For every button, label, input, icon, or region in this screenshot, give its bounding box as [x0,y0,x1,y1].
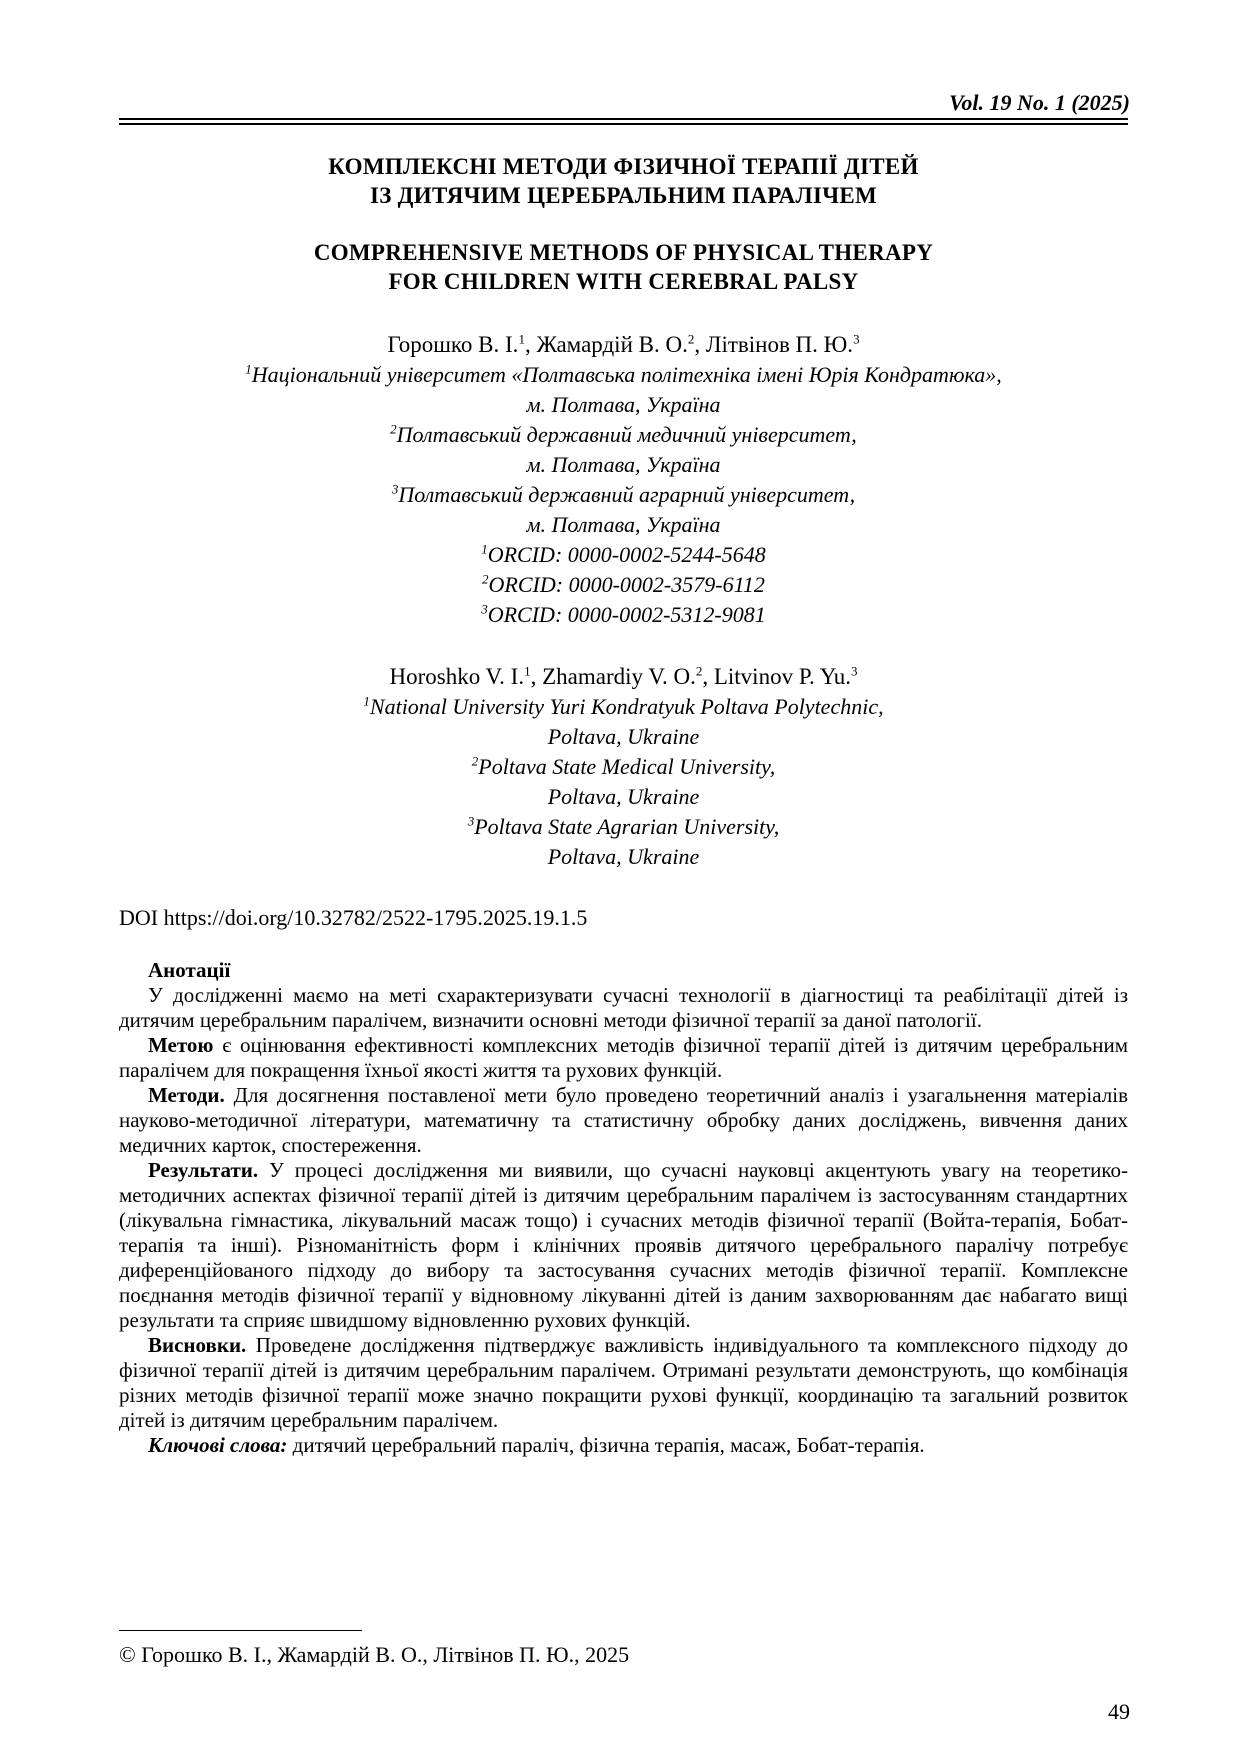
affiliation-en-2 [119,752,1128,782]
affiliation-ua-2-city: м. Полтава, Україна [526,452,721,477]
affiliation-ua-3-name: Полтавський державний аграрний університет, [398,482,856,507]
orcid-2-sup: 2 [482,571,489,587]
affiliations-english [119,692,1128,872]
affiliation-ua-2 [119,420,1128,450]
page-number: 49 [1108,1699,1130,1724]
header-rule-top [119,118,1128,120]
affiliation-ua-1-name: Національний університет «Полтавська політехніка імені Юрія Кондратюка», [251,362,1002,387]
orcid-3-text: ORCID: 0000-0002-5312-9081 [487,602,766,627]
affiliation-ua-2-sup: 2 [390,421,397,437]
goal-text: є оцінювання ефективності комплексних методів фізичної терапії дітей із дитячим церебральним паралічем для покращення їхньої якості життя та рухових функцій. [119,1033,1128,1082]
affiliation-en-1-sup: 1 [363,693,370,709]
affiliation-en-3-city: Poltava, Ukraine [547,844,700,869]
orcid-1 [119,540,1128,570]
goal-label: Метою [148,1033,214,1057]
affiliation-en-1-name: National University Yuri Kondratyuk Poltava Polytechnic, [369,694,884,719]
affiliation-en-3 [119,812,1128,842]
results-text: У процесі дослідження ми виявили, що сучасні науковці акцентують увагу на теоретико-методичних аспектах фізичної терапії дітей із дитячим церебральним паралічем із застосуванням стандартних (лікувальна гімнастика, лікувальний масаж тощо) і сучасних методів фізичної терапії (Войта-терапія, Бобат-терапія та інші). Різноманітність форм і клінічних проявів дитячого церебрального паралічу потребує диференційованого підходу до вибору та застосування сучасних методів фізичної терапії. Комплексне поєднання методів фізичної терапії у відновному лікуванні дітей із даним захворюванням дає набагато вищі результати та сприяє швидшому відновленню рухових функцій. [119,1158,1128,1332]
abstract-methods [119,1083,1128,1158]
author-en-2-sup: 2 [695,663,703,679]
title-ua-line-2: ІЗ ДИТЯЧИМ ЦЕРЕБРАЛЬНИМ ПАРАЛІЧЕМ [369,183,878,208]
affiliation-en-1-city: Poltava, Ukraine [547,724,700,749]
orcid-list [119,540,1128,630]
copyright-notice: © Горошко В. І., Жамардій В. О., Літвінов П. Ю., 2025 [119,1642,630,1667]
title-ukrainian [119,152,1128,210]
author-1: Горошко В. І. [387,332,519,357]
doi-link[interactable]: DOI https://doi.org/10.32782/2522-1795.2025.19.1.5 [119,905,588,930]
journal-issue: Vol. 19 No. 1 (2025) [949,90,1130,115]
affiliation-ua-1-sup: 1 [245,361,252,377]
methods-text: Для досягнення поставленої мети було проведено теоретичний аналіз і узагальнення матеріалів науково-методичної літератури, математичну та статистичну обробку даних досліджень, вивчення даних медичних карток, спостереження. [119,1083,1128,1157]
footnote-rule [119,1630,362,1631]
author-en-1-sup: 1 [524,663,531,679]
author-en-1: Horoshko V. I. [389,664,525,689]
keywords-text: дитячий церебральний параліч, фізична терапія, масаж, Бобат-терапія. [287,1433,925,1457]
orcid-1-text: ORCID: 0000-0002-5244-5648 [487,542,766,567]
abstract-heading: Анотації [148,958,231,982]
abstract-goal [119,1033,1128,1083]
methods-label: Методи. [148,1083,225,1107]
keywords-label: Ключові слова: [148,1433,288,1457]
title-ua-line-1: КОМПЛЕКСНІ МЕТОДИ ФІЗИЧНОЇ ТЕРАПІЇ ДІТЕЙ [328,154,919,179]
affiliation-ua-1-city: м. Полтава, Україна [526,392,721,417]
conclusions-text: Проведене дослідження підтверджує важливість індивідуального та комплексного підходу до фізичної терапії дітей із дитячим церебральним паралічем. Отримані результати демонструють, що комбінація різних методів фізичної терапії може значно покращити рухові функції, координацію та загальний розвиток дітей із дитячим церебральним паралічем. [119,1333,1128,1432]
affiliation-en-3-sup: 3 [467,813,475,829]
abstract-keywords [119,1433,1128,1458]
orcid-3 [119,600,1128,630]
affiliations-ukrainian [119,360,1128,540]
abstract [119,958,1128,1458]
author-en-3: , Litvinov P. Yu. [702,664,852,689]
abstract-intro: У дослідженні маємо на меті схарактеризувати сучасні технології в діагностиці та реабілітації дітей із дитячим церебральним паралічем, визначити основні методи фізичної терапії за даної патології. [119,983,1128,1032]
affiliation-en-2-city: Poltava, Ukraine [547,784,700,809]
author-en-3-sup: 3 [851,663,858,679]
author-en-2: , Zhamardiy V. O. [530,664,696,689]
results-label: Результати. [148,1158,259,1182]
affiliation-ua-2-name: Полтавський державний медичний університет, [396,422,857,447]
affiliation-ua-1 [119,360,1128,390]
author-2: , Жамардій В. О. [524,332,688,357]
affiliation-en-3-name: Poltava State Agrarian University, [474,814,780,839]
orcid-3-sup: 3 [481,601,488,617]
orcid-2 [119,570,1128,600]
authors-ukrainian [119,330,1128,360]
author-1-sup: 1 [518,331,525,347]
affiliation-ua-3-city: м. Полтава, Україна [526,512,721,537]
affiliation-en-1 [119,692,1128,722]
title-en-line-2: FOR CHILDREN WITH CEREBRAL PALSY [388,269,859,294]
orcid-1-sup: 1 [481,541,488,557]
author-2-sup: 2 [687,331,695,347]
title-english [119,238,1128,296]
author-3-sup: 3 [853,331,860,347]
authors-english [119,662,1128,692]
abstract-conclusions [119,1333,1128,1433]
affiliation-en-2-sup: 2 [471,753,479,769]
orcid-2-text: ORCID: 0000-0002-3579-6112 [488,572,765,597]
affiliation-ua-3 [119,480,1128,510]
header-rule-bottom [119,123,1128,125]
affiliation-en-2-name: Poltava State Medical University, [478,754,776,779]
conclusions-label: Висновки. [148,1333,247,1357]
title-en-line-1: COMPREHENSIVE METHODS OF PHYSICAL THERAPY [313,240,934,265]
author-3: , Літвінов П. Ю. [694,332,854,357]
affiliation-ua-3-sup: 3 [391,481,399,497]
abstract-results [119,1158,1128,1333]
